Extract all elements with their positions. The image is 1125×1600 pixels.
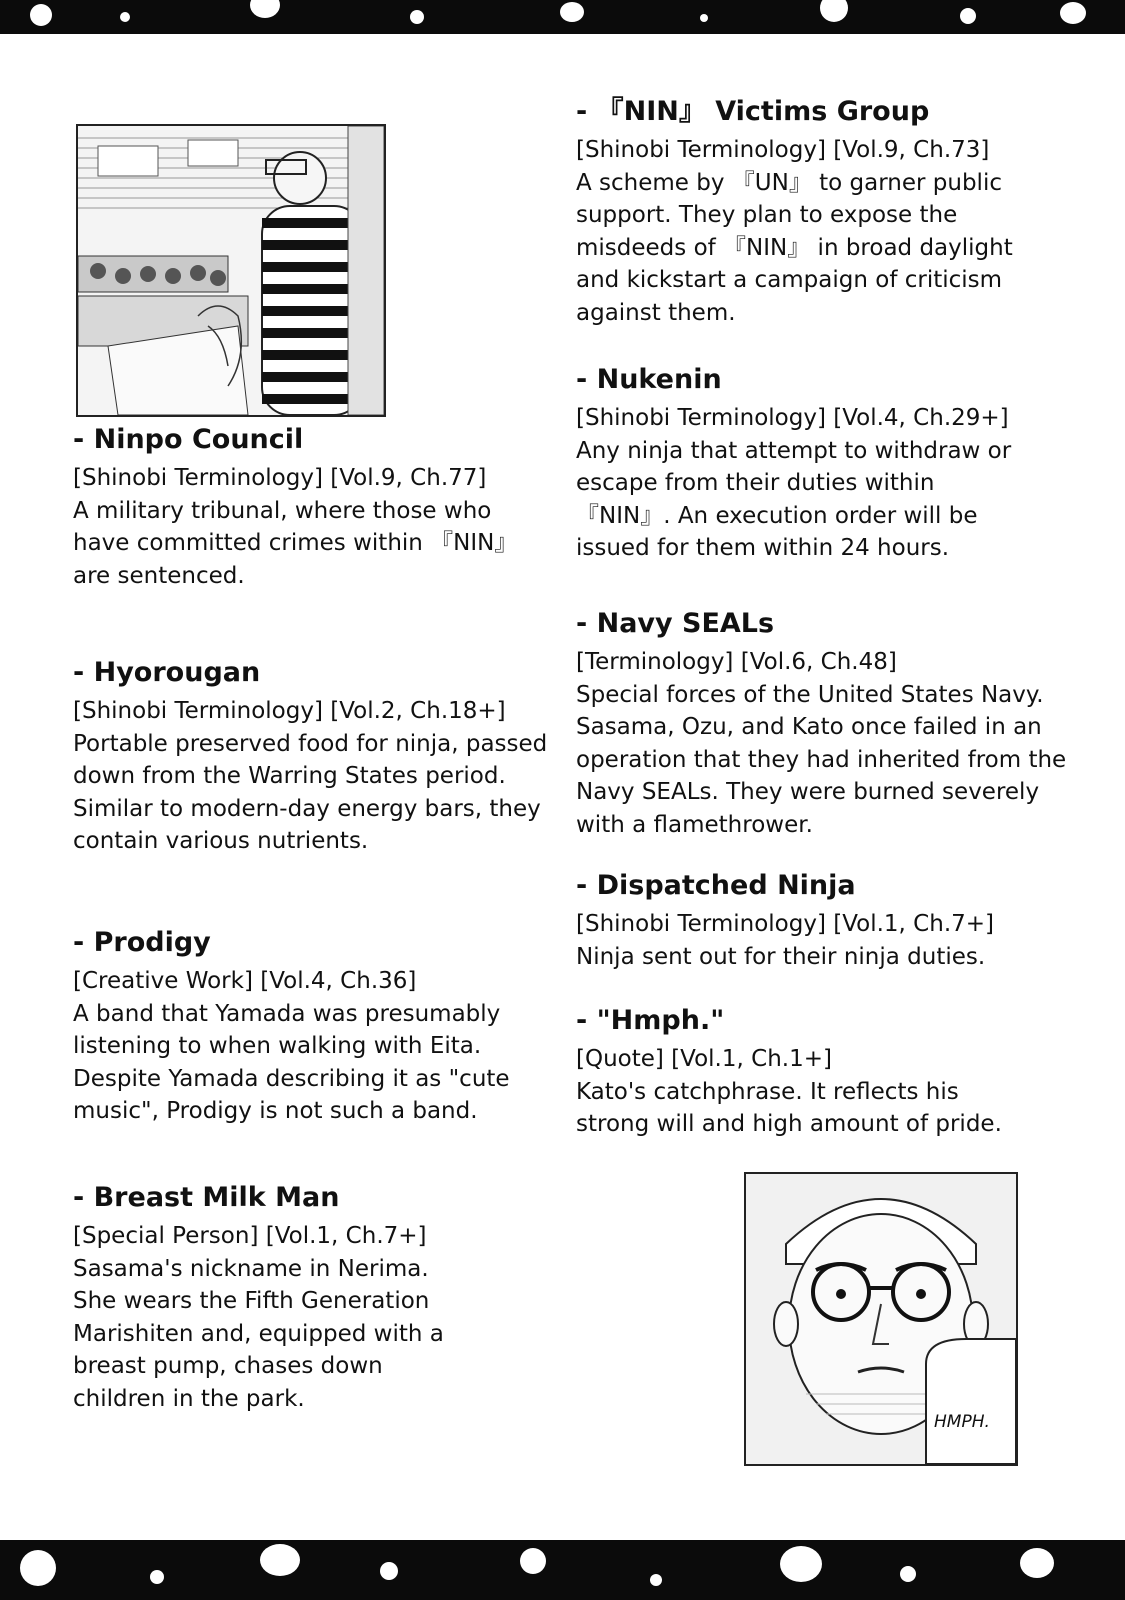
entry-nin-victims-group bbox=[576, 94, 1056, 329]
entry-dispatched-ninja bbox=[576, 868, 1056, 973]
bottom-border bbox=[0, 1540, 1125, 1600]
entry-title: - Prodigy bbox=[73, 927, 211, 958]
entry-title: - Dispatched Ninja bbox=[576, 870, 856, 901]
courtroom-panel bbox=[76, 124, 386, 417]
entry-meta: [Terminology] [Vol.6, Ch.48] bbox=[576, 649, 897, 675]
entry-title: - Nukenin bbox=[576, 364, 722, 395]
courtroom-illustration bbox=[78, 126, 384, 415]
entry-title: - Breast Milk Man bbox=[73, 1182, 340, 1213]
entry-meta: [Shinobi Terminology] [Vol.4, Ch.29+] bbox=[576, 405, 1009, 431]
entry-meta: [Shinobi Terminology] [Vol.2, Ch.18+] bbox=[73, 698, 506, 724]
entry-description: Special forces of the United States Navy. Sasama, Ozu, and Kato once failed in an operation that they had inherited from the Navy SEALs. They were burned severely with a flamethrower. bbox=[576, 681, 1067, 838]
entry-meta: [Creative Work] [Vol.4, Ch.36] bbox=[73, 968, 417, 994]
speech-bubble-text: HMPH. bbox=[934, 1412, 990, 1432]
entry-navy-seals bbox=[576, 606, 1071, 841]
entry-nukenin bbox=[576, 362, 1056, 565]
entry-title: - Hyorougan bbox=[73, 657, 261, 688]
kato-illustration bbox=[746, 1174, 1016, 1464]
entry-prodigy bbox=[73, 925, 553, 1128]
entry-description: Portable preserved food for ninja, passed down from the Warring States period. Similar to modern-day energy bars, they contain various nutrients. bbox=[73, 730, 548, 854]
entry-description: A scheme by 『UN』 to garner public support. They plan to expose the misdeeds of 『NIN』 in broad daylight and kickstart a campaign of criticism against them. bbox=[576, 169, 1013, 326]
entry-meta: [Shinobi Terminology] [Vol.1, Ch.7+] bbox=[576, 911, 995, 937]
entry-breast-milk-man bbox=[73, 1180, 523, 1415]
entry-description: Ninja sent out for their ninja duties. bbox=[576, 943, 986, 970]
entry-title: - "Hmph." bbox=[576, 1005, 725, 1036]
entry-hyorougan bbox=[73, 655, 553, 858]
entry-ninpo-council bbox=[73, 422, 553, 592]
entry-description: Any ninja that attempt to withdraw or escape from their duties within 『NIN』. An execution order will be issued for them within 24 hours. bbox=[576, 437, 1012, 561]
entry-title: - Ninpo Council bbox=[73, 424, 304, 455]
entry-meta: [Special Person] [Vol.1, Ch.7+] bbox=[73, 1223, 427, 1249]
entry-description: Kato's catchphrase. It reflects his strong will and high amount of pride. bbox=[576, 1078, 1002, 1137]
entry-description: A military tribunal, where those who have committed crimes within 『NIN』 are sentenced. bbox=[73, 497, 518, 589]
entry-description: Sasama's nickname in Nerima. She wears the Fifth Generation Marishiten and, equipped with a breast pump, chases down children in the park. bbox=[73, 1255, 444, 1412]
kato-portrait-panel bbox=[744, 1172, 1018, 1466]
entry-title: - 『NIN』 Victims Group bbox=[576, 96, 930, 127]
top-border bbox=[0, 0, 1125, 34]
entry-meta: [Quote] [Vol.1, Ch.1+] bbox=[576, 1046, 832, 1072]
entry-meta: [Shinobi Terminology] [Vol.9, Ch.77] bbox=[73, 465, 487, 491]
entry-description: A band that Yamada was presumably listening to when walking with Eita. Despite Yamada describing it as "cute music", Prodigy is not such a band. bbox=[73, 1000, 510, 1124]
entry-title: - Navy SEALs bbox=[576, 608, 775, 639]
entry-hmph bbox=[576, 1003, 1056, 1141]
entry-meta: [Shinobi Terminology] [Vol.9, Ch.73] bbox=[576, 137, 990, 163]
